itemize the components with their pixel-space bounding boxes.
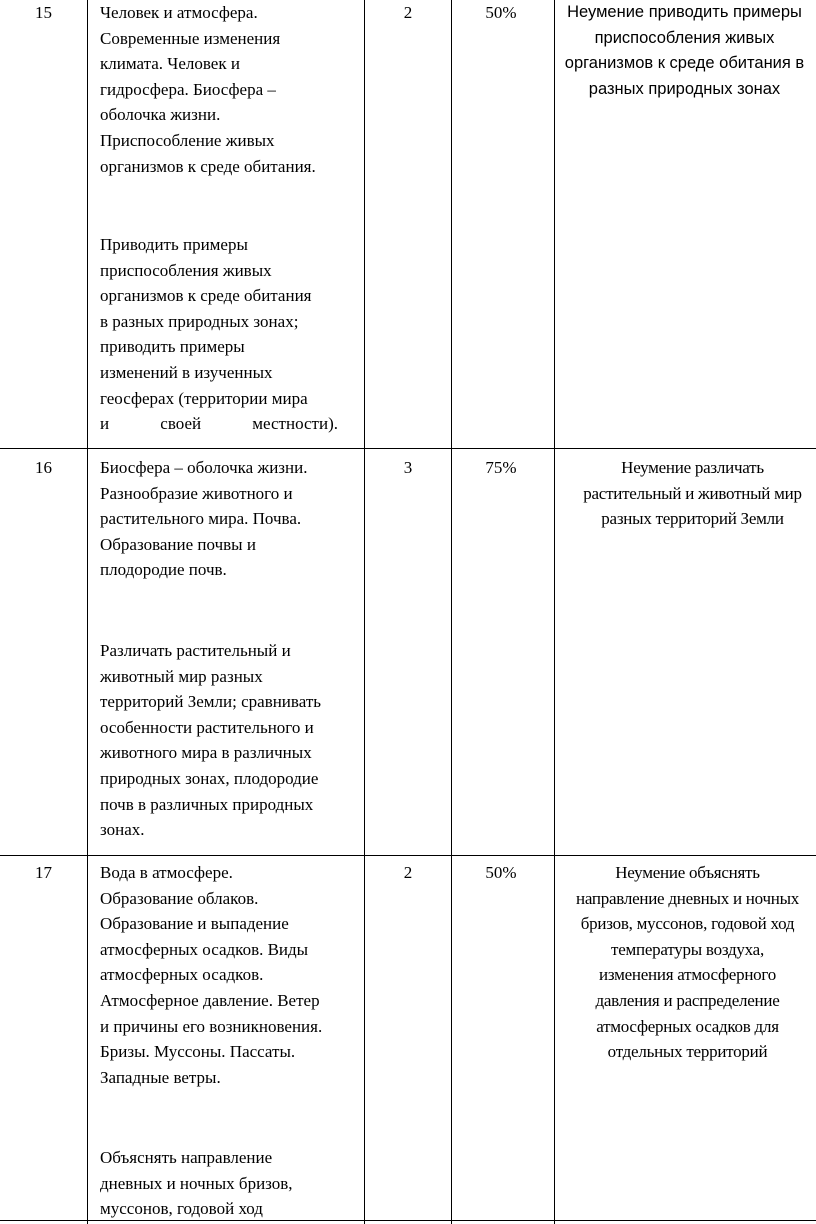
skill-line: особенности растительного и xyxy=(100,717,314,737)
row-divider xyxy=(0,855,816,856)
row-number: 16 xyxy=(35,458,52,477)
skill-line: и своей местности). xyxy=(100,414,338,434)
topic-line: атмосферных осадков. Виды xyxy=(100,939,309,959)
topic-cell xyxy=(100,0,365,179)
error-line: давления и распределение xyxy=(595,990,780,1010)
skill-line: Приводить примеры xyxy=(100,235,248,254)
skill-line: геосферах (территории мира xyxy=(100,388,308,408)
error-line: растительный и животный мир xyxy=(583,483,802,503)
percent-value: 50% xyxy=(485,863,517,882)
error-line: Неумение объяснять xyxy=(615,863,760,882)
error-line: разных территорий Земли xyxy=(601,509,784,529)
error-line: изменения атмосферного xyxy=(599,965,776,985)
hours-value: 2 xyxy=(403,3,413,22)
topic-line: Вода в атмосфере. xyxy=(100,863,233,882)
row-number: 17 xyxy=(35,863,52,882)
topic-line: Биосфера – оболочка жизни. xyxy=(100,458,308,477)
error-line: приспособления живых xyxy=(594,28,775,47)
column-divider xyxy=(87,0,88,1224)
row-divider xyxy=(0,448,816,449)
topic-line: Образование и выпадение xyxy=(100,914,289,934)
error-line: организмов к среде обитания в xyxy=(564,54,805,73)
topic-cell xyxy=(100,860,365,1090)
hours-value: 2 xyxy=(403,863,413,882)
topic-line: Приспособление живых xyxy=(100,130,275,150)
topic-line: Западные ветры. xyxy=(100,1067,221,1087)
skill-line: изменений в изученных xyxy=(100,362,273,382)
error-line: Неумение приводить примеры xyxy=(567,3,802,21)
topic-cell xyxy=(100,455,365,583)
skill-line: организмов к среде обитания xyxy=(100,286,312,306)
topic-line: атмосферных осадков. xyxy=(100,965,264,985)
error-cell xyxy=(555,455,816,532)
skill-cell xyxy=(100,638,365,843)
error-line: бризов, муссонов, годовой ход xyxy=(580,914,795,934)
error-cell xyxy=(550,860,816,1065)
skill-line: зонах. xyxy=(100,820,145,840)
skill-line: территорий Земли; сравнивать xyxy=(100,692,321,712)
error-line: отдельных территорий xyxy=(607,1042,768,1062)
topic-line: оболочка жизни. xyxy=(100,105,221,125)
skill-cell xyxy=(100,1145,365,1222)
topic-line: плодородие почв. xyxy=(100,560,227,580)
skill-line: животный мир разных xyxy=(100,666,263,686)
topic-line: Бризы. Муссоны. Пассаты. xyxy=(100,1042,296,1062)
skill-line: Различать растительный и xyxy=(100,641,291,660)
error-line: температуры воздуха, xyxy=(611,939,764,959)
error-line: атмосферных осадков для xyxy=(596,1016,779,1036)
skill-line: приводить примеры xyxy=(100,337,245,357)
skill-line: Объяснять направление xyxy=(100,1148,273,1167)
column-divider xyxy=(451,0,452,1224)
skill-line: животного мира в различных xyxy=(100,743,312,763)
skill-line: дневных и ночных бризов, xyxy=(100,1173,293,1193)
topic-line: растительного мира. Почва. xyxy=(100,509,302,529)
error-cell xyxy=(547,0,816,102)
topic-line: и причины его возникновения. xyxy=(100,1016,323,1036)
row-number: 15 xyxy=(35,3,52,22)
skill-line: почв в различных природных xyxy=(100,794,314,814)
error-line: направление дневных и ночных xyxy=(575,888,800,908)
topic-line: Атмосферное давление. Ветер xyxy=(100,990,320,1010)
error-line: разных природных зонах xyxy=(588,79,781,98)
skill-line: муссонов, годовой ход xyxy=(100,1199,263,1219)
skill-cell xyxy=(100,232,338,437)
topic-line: Человек и атмосфера. xyxy=(100,3,258,22)
percent-value: 50% xyxy=(485,3,517,22)
error-line: Неумение различать xyxy=(621,458,764,477)
percent-value: 75% xyxy=(485,458,517,477)
skill-line: приспособления живых xyxy=(100,260,272,280)
topic-line: Образование облаков. xyxy=(100,888,259,908)
topic-line: климата. Человек и xyxy=(100,54,240,74)
skill-line: природных зонах, плодородие xyxy=(100,768,319,788)
hours-value: 3 xyxy=(403,458,413,477)
topic-line: организмов к среде обитания. xyxy=(100,156,316,176)
topic-line: гидросфера. Биосфера – xyxy=(100,79,276,99)
skill-line: в разных природных зонах; xyxy=(100,311,299,331)
topic-line: Современные изменения xyxy=(100,28,281,48)
topic-line: Разнообразие животного и xyxy=(100,483,293,503)
topic-line: Образование почвы и xyxy=(100,534,256,554)
